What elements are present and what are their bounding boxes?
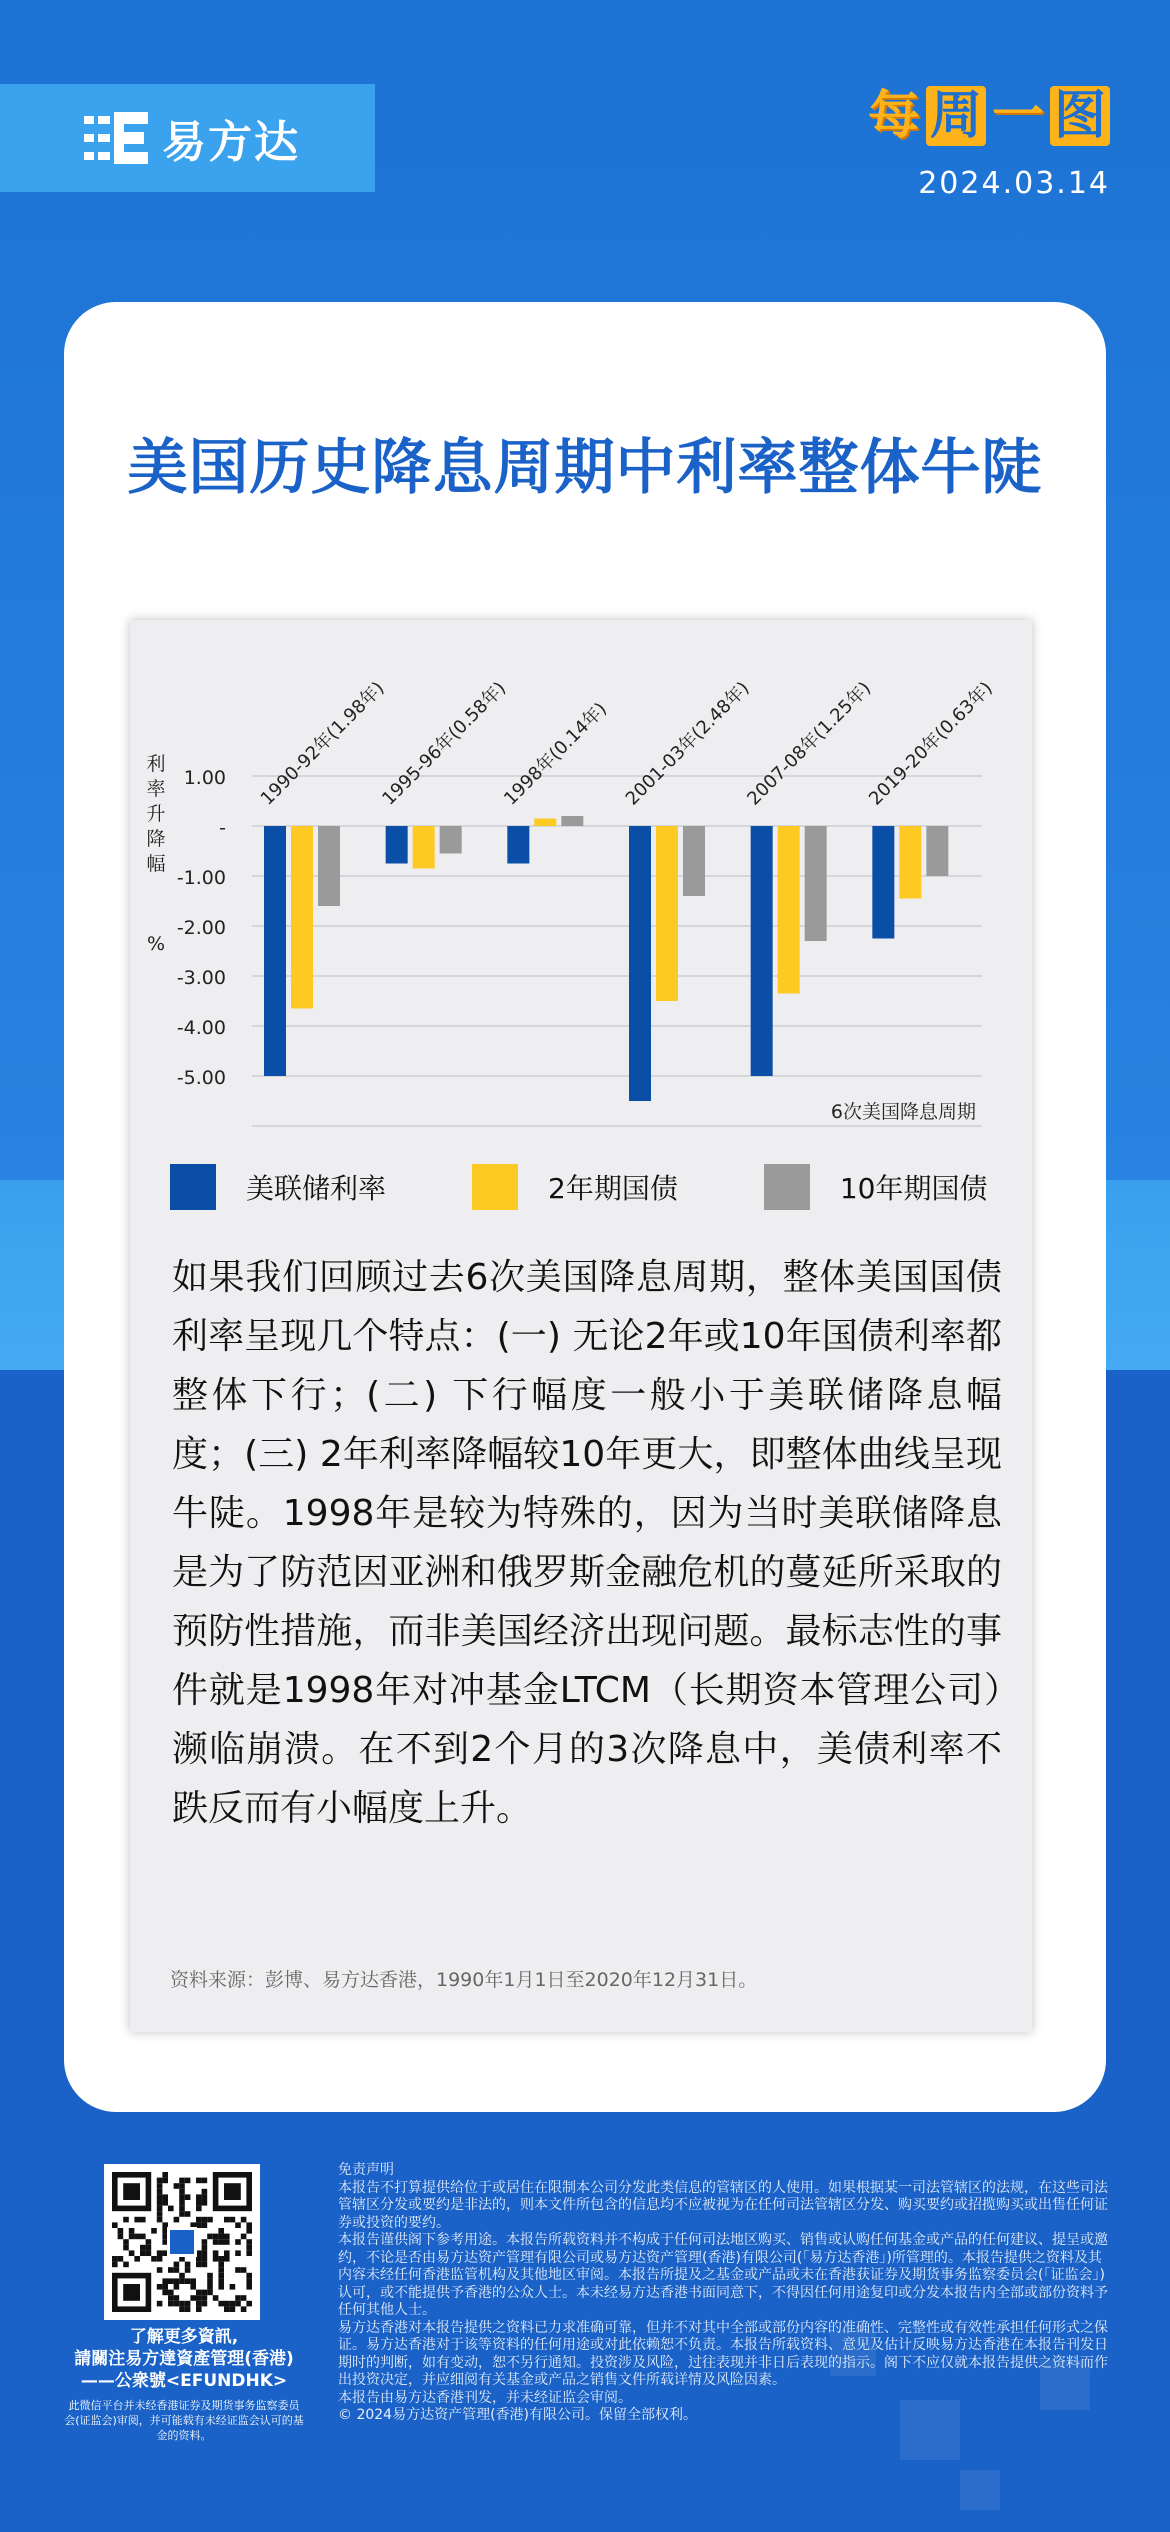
bar	[778, 826, 800, 994]
bar	[413, 826, 435, 869]
qr-module	[202, 2178, 208, 2184]
qr-module	[230, 2284, 236, 2290]
qr-module	[202, 2245, 208, 2251]
qr-module	[224, 2301, 230, 2307]
qr-module	[174, 2278, 180, 2284]
qr-module	[224, 2217, 230, 2223]
bar	[872, 826, 894, 939]
qr-module	[157, 2183, 163, 2189]
qr-module	[207, 2284, 213, 2290]
y-tick-label: 1.00	[183, 767, 226, 789]
bar	[440, 826, 462, 854]
qr-module	[246, 2239, 252, 2245]
legend-label: 2年期国债	[548, 1172, 678, 1205]
disclaimer-paragraph: © 2024易方达资产管理(香港)有限公司。保留全部权利。	[338, 2407, 698, 2423]
qr-module	[179, 2306, 185, 2312]
qr-module	[179, 2189, 185, 2195]
category-label: 2019-20年(0.63年)	[865, 677, 997, 810]
qr-module	[162, 2284, 168, 2290]
qr-module	[202, 2295, 208, 2301]
qr-module	[129, 2228, 135, 2234]
qr-module	[179, 2200, 185, 2206]
qr-module	[202, 2256, 208, 2262]
qr-module	[168, 2295, 174, 2301]
qr-module	[202, 2290, 208, 2296]
qr-module	[157, 2178, 163, 2184]
qr-module	[218, 2239, 224, 2245]
y-axis-label: 幅	[146, 853, 166, 875]
qr-module	[140, 2217, 146, 2223]
y-tick-label: -1.00	[176, 867, 226, 889]
qr-module	[146, 2239, 152, 2245]
qr-code[interactable]	[104, 2164, 260, 2320]
qr-module	[118, 2234, 124, 2240]
qr-module	[246, 2222, 252, 2228]
qr-module	[246, 2273, 252, 2279]
y-axis-label: 升	[146, 803, 166, 825]
bar-chart	[130, 620, 1032, 1160]
qr-module	[146, 2245, 152, 2251]
qr-module	[157, 2194, 163, 2200]
legend-item-2y	[472, 1164, 678, 1210]
qr-module	[179, 2211, 185, 2217]
qr-module	[140, 2250, 146, 2256]
qr-module	[207, 2234, 213, 2240]
qr-module	[112, 2222, 118, 2228]
qr-module	[123, 2245, 129, 2251]
qr-module	[170, 2230, 194, 2254]
bar	[561, 816, 583, 826]
qr-module	[196, 2217, 202, 2223]
qr-module	[185, 2278, 191, 2284]
qr-module	[235, 2250, 241, 2256]
qr-module	[134, 2234, 140, 2240]
content-card	[64, 302, 1106, 2112]
qr-module	[196, 2178, 202, 2184]
bar	[629, 826, 651, 1101]
series-char: 每	[867, 86, 920, 146]
qr-module	[157, 2250, 163, 2256]
qr-module	[246, 2301, 252, 2307]
legend-swatch	[764, 1164, 810, 1210]
qr-module	[123, 2183, 140, 2200]
qr-module	[168, 2206, 174, 2212]
qr-module	[129, 2234, 135, 2240]
qr-module	[213, 2256, 219, 2262]
qr-module	[179, 2206, 185, 2212]
qr-module	[185, 2194, 191, 2200]
bar	[805, 826, 827, 941]
brand-logo-bar	[0, 84, 375, 192]
qr-module	[157, 2267, 163, 2273]
x-axis-label: 6次美国降息周期	[830, 1101, 976, 1123]
qr-module	[123, 2217, 129, 2223]
qr-module	[202, 2250, 208, 2256]
qr-module	[157, 2206, 163, 2212]
issue-date: 2024.03.14	[918, 166, 1110, 201]
qr-module	[196, 2200, 202, 2206]
qr-module	[246, 2284, 252, 2290]
qr-module	[129, 2250, 135, 2256]
qr-module	[218, 2256, 224, 2262]
qr-module	[162, 2278, 168, 2284]
qr-module	[230, 2306, 236, 2312]
disclaimer-paragraph: 本报告谨供阁下参考用途。本报告所载资料并不构成于任何司法地区购买、销售或认购任何基金或产品的任何建议、提呈或邀约，不论是否由易方达资产管理有限公司或易方达资产管理(香港)有限公司(「易方达香港」)所管理的。本报告提供之资料及其内容未经任何香港监管机构及其他地区审阅。本报告所提及之基金或产品或未在香港获证券及期货事务监察委员会(「证监会」)认可，或不能提供予香港的公众人士。本未经易方达香港书面同意下，不得因任何用途复印或分发本报告内全部或部份资料予任何其他人士。	[338, 2232, 1108, 2318]
qr-module	[168, 2267, 174, 2273]
qr-module	[157, 2284, 163, 2290]
bar	[264, 826, 286, 1076]
page-title: 美国历史降息周期中利率整体牛陡	[127, 433, 1043, 503]
bar	[386, 826, 408, 864]
qr-module	[190, 2284, 196, 2290]
qr-module	[230, 2301, 236, 2307]
qr-module	[246, 2278, 252, 2284]
qr-module	[246, 2228, 252, 2234]
bar	[683, 826, 705, 896]
legend-label: 美联储利率	[246, 1172, 387, 1205]
qr-module	[235, 2295, 241, 2301]
bar	[656, 826, 678, 1001]
qr-module	[218, 2262, 224, 2268]
qr-caption	[64, 2326, 304, 2443]
qr-module	[202, 2239, 208, 2245]
disclaimer-paragraph: 本报告不打算提供给位于或居住在限制本公司分发此类信息的管辖区的人使用。如果根据某一司法管辖区的法规，在这些司法管辖区分发或要约是非法的，则本文件所包含的信息均不应被视为在任何司法管辖区分发、购买要约或招揽购买或出售任何证券或投资的要约。	[338, 2179, 1108, 2231]
qr-module	[202, 2200, 208, 2206]
category-label: 1995-96年(0.58年)	[378, 677, 511, 810]
qr-module	[218, 2284, 224, 2290]
qr-module	[213, 2239, 219, 2245]
qr-module	[218, 2278, 224, 2284]
qr-module	[174, 2262, 180, 2268]
qr-module	[157, 2301, 163, 2307]
qr-module	[202, 2194, 208, 2200]
qr-module	[123, 2262, 129, 2268]
qr-note: 此微信平台并未经香港证券及期货事务监察委员会(证监会)审阅，并可能载有未经证监会认可的基金的资料。	[64, 2399, 304, 2442]
qr-module	[213, 2250, 219, 2256]
qr-module	[185, 2178, 191, 2184]
qr-module	[162, 2172, 168, 2178]
y-tick-label: -5.00	[176, 1067, 226, 1089]
qr-module	[162, 2194, 168, 2200]
qr-caption-line: 了解更多資訊,	[129, 2327, 239, 2347]
qr-module	[134, 2217, 140, 2223]
qr-module	[241, 2234, 247, 2240]
series-char: 一	[991, 86, 1044, 146]
qr-module	[157, 2200, 163, 2206]
bar	[751, 826, 773, 1076]
bar	[318, 826, 340, 906]
source-note: 资料来源：彭博、易方达香港，1990年1月1日至2020年12月31日。	[170, 1969, 758, 1991]
qr-module	[207, 2217, 213, 2223]
qr-module	[151, 2256, 157, 2262]
y-axis-label: 利	[146, 753, 166, 775]
qr-module	[134, 2256, 140, 2262]
qr-module	[157, 2217, 163, 2223]
qr-module	[162, 2178, 168, 2184]
qr-module	[213, 2295, 219, 2301]
qr-module	[162, 2290, 168, 2296]
qr-module	[179, 2183, 185, 2189]
qr-module	[168, 2301, 174, 2307]
bar	[926, 826, 948, 876]
qr-module	[118, 2228, 124, 2234]
qr-module	[196, 2290, 202, 2296]
qr-module	[174, 2267, 180, 2273]
chart-legend	[170, 1162, 1000, 1212]
series-char: 周	[926, 86, 986, 146]
legend-swatch	[170, 1164, 216, 1210]
qr-module	[174, 2217, 180, 2223]
qr-module	[162, 2200, 168, 2206]
y-axis-label: 降	[146, 828, 166, 850]
qr-module	[218, 2273, 224, 2279]
qr-module	[123, 2239, 129, 2245]
qr-module	[196, 2262, 202, 2268]
qr-module	[140, 2245, 146, 2251]
qr-module	[218, 2267, 224, 2273]
qr-module	[123, 2284, 140, 2301]
qr-module	[190, 2295, 196, 2301]
qr-module	[157, 2211, 163, 2217]
qr-module	[218, 2234, 224, 2240]
legend-item-fed	[170, 1164, 386, 1210]
qr-module	[207, 2290, 213, 2296]
category-label: 2001-03年(2.48年)	[621, 677, 754, 810]
qr-module	[235, 2222, 241, 2228]
qr-module	[179, 2278, 185, 2284]
qr-module	[218, 2228, 224, 2234]
qr-module	[202, 2222, 208, 2228]
decorative-square	[960, 2470, 1000, 2510]
qr-module	[241, 2267, 247, 2273]
chart-panel	[130, 620, 1032, 2032]
qr-module	[168, 2290, 174, 2296]
qr-module	[185, 2301, 191, 2307]
qr-module	[140, 2234, 146, 2240]
legend-swatch	[472, 1164, 518, 1210]
qr-module	[118, 2256, 124, 2262]
qr-caption-line: 請關注易方達資產管理(香港)	[74, 2349, 294, 2369]
bar	[507, 826, 529, 864]
brand-name: 易方达	[162, 117, 300, 168]
qr-module	[179, 2301, 185, 2307]
y-axis-unit: %	[146, 933, 166, 955]
qr-module	[179, 2194, 185, 2200]
qr-module	[179, 2178, 185, 2184]
qr-module	[174, 2183, 180, 2189]
qr-module	[196, 2301, 202, 2307]
bar	[534, 819, 556, 827]
category-label: 1998年(0.14年)	[500, 698, 611, 810]
qr-module	[196, 2295, 202, 2301]
category-label: 1990-92年(1.98年)	[256, 677, 389, 810]
qr-module	[235, 2267, 241, 2273]
qr-module	[241, 2217, 247, 2223]
qr-caption-line: ——公衆號<EFUNDHK>	[80, 2371, 288, 2391]
y-tick-label: -3.00	[176, 967, 226, 989]
y-tick-label: -	[219, 817, 226, 839]
qr-module	[202, 2189, 208, 2195]
bar	[899, 826, 921, 899]
qr-module	[207, 2273, 213, 2279]
y-tick-label: -4.00	[176, 1017, 226, 1039]
disclaimer-title: 免责声明	[338, 2162, 394, 2178]
qr-module	[157, 2189, 163, 2195]
weekly-chart-badge	[840, 86, 1110, 146]
qr-module	[146, 2250, 152, 2256]
qr-module	[241, 2306, 247, 2312]
disclaimer-paragraph: 易方达香港对本报告提供之资料已力求准确可靠，但并不对其中全部或部份内容的准确性、完整性或有效性承担任何形式之保证。易方达香港对于该等资料的任何用途或对此依赖恕不负责。本报告所载资料、意见及估计反映易方达香港在本报告刊发日期时的判断，如有变动，恕不另行通知。投资涉及风险，过往表现并非日后表现的指示。阁下不应仅就本报告提供之资料而作出投资决定，并应细阅有关基金或产品之销售文件所载详情及风险因素。	[338, 2319, 1108, 2388]
qr-module	[185, 2211, 191, 2217]
qr-module	[196, 2206, 202, 2212]
qr-module	[224, 2306, 230, 2312]
efund-logo-icon	[84, 112, 148, 164]
qr-module	[196, 2194, 202, 2200]
qr-module	[224, 2239, 230, 2245]
qr-module	[224, 2256, 230, 2262]
legend-label: 10年期国债	[839, 1172, 988, 1205]
qr-module	[224, 2183, 241, 2200]
qr-module	[202, 2217, 208, 2223]
qr-module	[174, 2301, 180, 2307]
qr-module	[196, 2306, 202, 2312]
qr-module	[112, 2262, 118, 2268]
disclaimer	[338, 2162, 1108, 2425]
qr-module	[202, 2301, 208, 2307]
qr-module	[202, 2262, 208, 2268]
disclaimer-paragraph: 本报告由易方达香港刊发，并未经证监会审阅。	[338, 2389, 632, 2406]
qr-module	[213, 2234, 219, 2240]
qr-code-pattern	[112, 2172, 252, 2312]
qr-module	[151, 2228, 157, 2234]
y-tick-label: -2.00	[176, 917, 226, 939]
bar	[291, 826, 313, 1009]
qr-module	[190, 2278, 196, 2284]
series-char: 图	[1050, 86, 1110, 146]
qr-module	[157, 2256, 163, 2262]
category-label: 2007-08年(1.25年)	[743, 677, 876, 810]
qr-module	[224, 2234, 230, 2240]
qr-module	[235, 2239, 241, 2245]
qr-module	[246, 2250, 252, 2256]
qr-module	[185, 2306, 191, 2312]
qr-module	[174, 2295, 180, 2301]
qr-module	[174, 2284, 180, 2290]
qr-module	[246, 2245, 252, 2251]
qr-module	[179, 2273, 185, 2279]
legend-item-10y	[764, 1164, 988, 1210]
qr-module	[218, 2301, 224, 2307]
y-axis-label: 率	[146, 778, 166, 800]
qr-module	[224, 2250, 230, 2256]
qr-module	[241, 2295, 247, 2301]
qr-module	[185, 2267, 191, 2273]
qr-module	[112, 2256, 118, 2262]
qr-module	[230, 2217, 236, 2223]
qr-module	[185, 2262, 191, 2268]
qr-module	[168, 2278, 174, 2284]
body-paragraph: 如果我们回顾过去6次美国降息周期，整体美国国债利率呈现几个特点：(一) 无论2年或10年国债利率都整体下行；(二) 下行幅度一般小于美联储降息幅度；(三) 2年利率降幅较10年更大，即整体曲线呈现牛陡。1998年是较为特殊的，因为当时美联储降息是为了防范因亚洲和俄罗斯金融危机的蔓延所采取的预防性措施，而非美国经济出现问题。最标志性的事件就是1998年对冲基金LTCM（长期资本管理公司）濒临崩溃。在不到2个月的3次降息中，美债利率不跌反而有小幅度上升。	[172, 1257, 1002, 1829]
qr-module	[235, 2301, 241, 2307]
qr-module	[207, 2278, 213, 2284]
